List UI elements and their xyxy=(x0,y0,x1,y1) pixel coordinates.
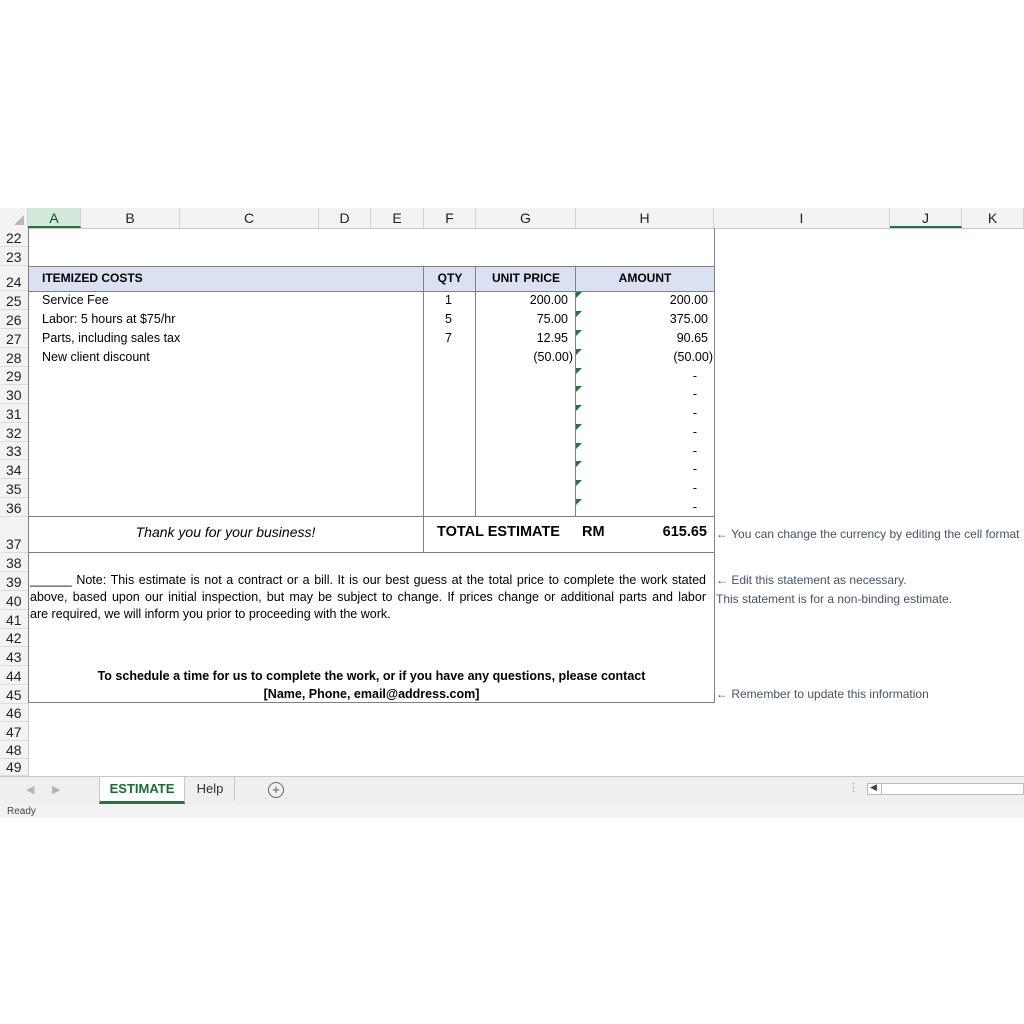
row-header[interactable]: 22 xyxy=(0,228,28,247)
total-estimate-label: TOTAL ESTIMATE xyxy=(437,524,560,540)
error-indicator-icon xyxy=(576,311,582,317)
item-description: Service Fee xyxy=(42,293,109,307)
item-amount: - xyxy=(692,481,697,495)
row-header[interactable]: 41 xyxy=(0,610,28,629)
item-qty: 5 xyxy=(445,312,452,326)
error-indicator-icon xyxy=(576,386,582,392)
column-header-b[interactable]: B xyxy=(81,208,180,228)
item-amount: 90.65 xyxy=(676,331,708,345)
error-indicator-icon xyxy=(576,480,582,486)
item-description: New client discount xyxy=(42,350,150,364)
row-header-bar xyxy=(0,228,29,776)
error-indicator-icon xyxy=(576,405,582,411)
total-estimate-value: 615.65 xyxy=(662,524,707,540)
note-paragraph xyxy=(30,572,706,623)
table-border-bottom xyxy=(28,702,715,703)
header-itemized-costs: ITEMIZED COSTS xyxy=(42,271,143,285)
note-line-2: above, based upon our initial inspection, but may be subject to change. If prices change or additional parts and labor xyxy=(30,590,706,604)
row-header[interactable]: 45 xyxy=(0,685,28,704)
cell-grid[interactable] xyxy=(28,228,1024,776)
item-qty: 7 xyxy=(445,331,452,345)
scroll-tabs-left-icon[interactable]: ◀ xyxy=(26,784,35,796)
column-divider xyxy=(475,266,476,516)
row-header[interactable]: 28 xyxy=(0,348,28,367)
status-bar xyxy=(0,804,1024,818)
row-header[interactable]: 46 xyxy=(0,704,28,722)
column-header-f[interactable]: F xyxy=(424,208,476,228)
item-amount: - xyxy=(692,406,697,420)
item-amount: - xyxy=(692,444,697,458)
row-header[interactable]: 40 xyxy=(0,591,28,610)
sheet-tab-bar xyxy=(0,776,1024,805)
splitter-handle-icon[interactable]: ⋮ xyxy=(848,782,859,794)
contact-line-2: [Name, Phone, email@address.com] xyxy=(263,687,480,701)
row-header[interactable]: 27 xyxy=(0,329,28,348)
scrollbar-divider xyxy=(881,784,882,794)
header-unit-price: UNIT PRICE xyxy=(491,271,560,285)
row-header[interactable]: 32 xyxy=(0,423,28,442)
row-header[interactable]: 35 xyxy=(0,479,28,498)
item-amount: 200.00 xyxy=(669,293,708,307)
scroll-tabs-right-icon[interactable]: ▶ xyxy=(52,784,61,796)
row-header[interactable]: 49 xyxy=(0,759,28,776)
currency-label: RM xyxy=(582,524,605,540)
currency-hint: ← You can change the currency by editing the cell format xyxy=(716,527,1020,541)
row-header[interactable]: 47 xyxy=(0,722,28,741)
row-header[interactable]: 30 xyxy=(0,385,28,404)
item-amount: - xyxy=(692,387,697,401)
error-indicator-icon xyxy=(576,499,582,505)
note-blank: ______ xyxy=(30,573,72,587)
item-amount: - xyxy=(692,425,697,439)
table-border xyxy=(28,266,715,267)
note-line-1: Note: This estimate is not a contract or a bill. It is our best guess at the total price to complete the work stated xyxy=(76,573,706,587)
item-unit-price: (50.00) xyxy=(533,350,573,364)
item-description: Labor: 5 hours at $75/hr xyxy=(42,312,176,326)
row-header[interactable]: 38 xyxy=(0,553,28,572)
add-sheet-icon[interactable]: + xyxy=(268,782,284,798)
row-header[interactable]: 37 xyxy=(0,517,28,553)
item-amount: 375.00 xyxy=(669,312,708,326)
tab-estimate[interactable]: ESTIMATE xyxy=(99,777,185,804)
row-header[interactable]: 44 xyxy=(0,666,28,685)
column-header-a[interactable]: A xyxy=(28,208,81,228)
item-amount: - xyxy=(692,369,697,383)
non-binding-hint: This statement is for a non-binding estimate. xyxy=(716,592,953,606)
row-header[interactable]: 24 xyxy=(0,266,28,291)
table-border xyxy=(28,552,715,553)
column-header-k[interactable]: K xyxy=(962,208,1024,228)
table-border-left xyxy=(28,228,29,703)
row-header[interactable]: 26 xyxy=(0,310,28,329)
item-amount: - xyxy=(692,500,697,514)
row-header[interactable]: 31 xyxy=(0,404,28,423)
row-header[interactable]: 34 xyxy=(0,460,28,479)
header-amount: AMOUNT xyxy=(618,271,672,285)
column-header-h[interactable]: H xyxy=(576,208,714,228)
select-all-corner[interactable] xyxy=(0,208,28,228)
column-header-bar xyxy=(0,208,1024,229)
row-header[interactable]: 23 xyxy=(0,247,28,266)
row-header[interactable]: 36 xyxy=(0,498,28,517)
row-header[interactable]: 33 xyxy=(0,442,28,460)
error-indicator-icon xyxy=(576,461,582,467)
scroll-left-icon[interactable]: ◀ xyxy=(870,782,877,792)
column-header-c[interactable]: C xyxy=(180,208,319,228)
table-border xyxy=(28,516,715,517)
update-info-hint: ← Remember to update this information xyxy=(716,687,929,701)
item-amount: - xyxy=(692,462,697,476)
spreadsheet xyxy=(0,208,1024,818)
error-indicator-icon xyxy=(576,349,582,355)
error-indicator-icon xyxy=(576,292,582,298)
contact-line-1: To schedule a time for us to complete the work, or if you have any questions, please contact xyxy=(97,669,646,683)
error-indicator-icon xyxy=(576,424,582,430)
row-header[interactable]: 42 xyxy=(0,629,28,647)
column-header-d[interactable]: D xyxy=(319,208,371,228)
item-amount: (50.00) xyxy=(673,350,713,364)
row-header[interactable]: 29 xyxy=(0,367,28,385)
row-header[interactable]: 43 xyxy=(0,647,28,666)
note-line-3: are required, we will inform you prior to proceeding with the work. xyxy=(30,607,391,621)
item-unit-price: 12.95 xyxy=(536,331,568,345)
tab-help[interactable]: Help xyxy=(186,777,235,801)
table-border xyxy=(28,291,715,292)
item-description: Parts, including sales tax xyxy=(42,331,181,345)
error-indicator-icon xyxy=(576,443,582,449)
column-header-e[interactable]: E xyxy=(371,208,424,228)
error-indicator-icon xyxy=(576,368,582,374)
column-header-i[interactable]: I xyxy=(714,208,890,228)
thank-you-text: Thank you for your business! xyxy=(135,524,316,540)
row-header[interactable]: 48 xyxy=(0,741,28,759)
row-header[interactable]: 25 xyxy=(0,291,28,310)
item-unit-price: 75.00 xyxy=(536,312,568,326)
error-indicator-icon xyxy=(576,330,582,336)
column-header-g[interactable]: G xyxy=(476,208,576,228)
row-header[interactable]: 39 xyxy=(0,572,28,591)
edit-statement-hint: ← Edit this statement as necessary. xyxy=(716,573,907,587)
item-unit-price: 200.00 xyxy=(529,293,568,307)
column-divider xyxy=(423,266,424,553)
status-text: Ready xyxy=(7,806,36,817)
horizontal-scrollbar[interactable] xyxy=(867,783,1024,795)
column-header-j[interactable]: J xyxy=(890,208,962,228)
header-qty: QTY xyxy=(437,271,463,285)
item-qty: 1 xyxy=(445,293,452,307)
table-border-right xyxy=(714,228,715,703)
